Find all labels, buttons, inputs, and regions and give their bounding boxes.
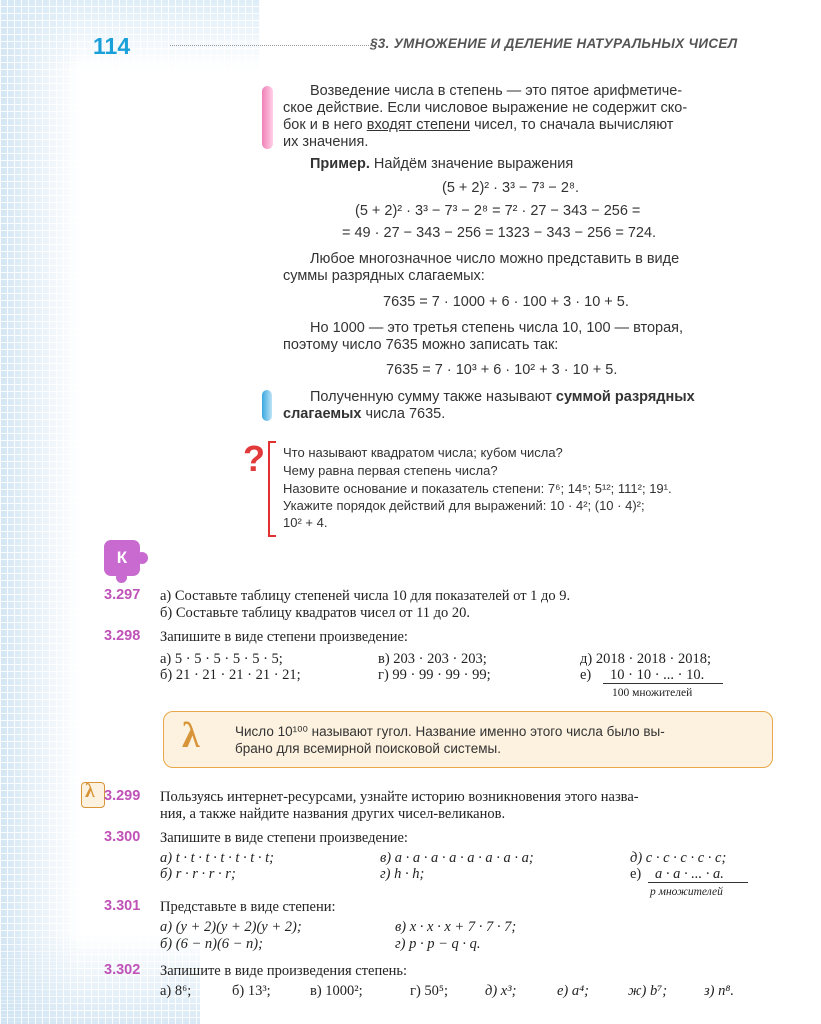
callout-line: Число 10¹⁰⁰ называют гугол. Название именно этого числа было вы-: [235, 724, 665, 739]
exercise-number: 3.301: [104, 898, 141, 914]
k-badge-icon: К: [104, 540, 140, 576]
blue-marker-bar: [262, 390, 272, 421]
theory-text: Полученную сумму также называют: [310, 389, 556, 405]
page-number: 114: [93, 33, 131, 59]
exercise-item-label: е): [580, 667, 592, 683]
exercise-item: в) x · x · x + 7 · 7 · 7;: [395, 919, 517, 935]
question-line: Укажите порядок действий для выражений: 10 · 4²; (10 · 4)²;: [283, 498, 645, 513]
exercise-number: 3.297: [104, 587, 141, 603]
exercise-item: б) r · r · r · r;: [160, 866, 236, 882]
exercise-text: Пользуясь интернет-ресурсами, узнайте историю возникновения этого назва-: [160, 789, 639, 805]
exercise-item: д) x³;: [485, 983, 517, 999]
exercise-item-label: е): [630, 866, 642, 882]
exercise-text: Запишите в виде произведения степень:: [160, 963, 408, 979]
exercise-item: в) 1000²;: [310, 983, 363, 999]
theory-line: поэтому число 7635 можно записать так:: [283, 337, 559, 353]
exercise-number: 3.298: [104, 628, 141, 644]
formula: 7635 = 7 · 10³ + 6 · 10² + 3 · 10 + 5.: [386, 362, 618, 378]
exercise-text: Запишите в виде степени произведение:: [160, 629, 408, 645]
exercise-number: 3.300: [104, 829, 141, 845]
theory-line: Любое многозначное число можно представить в виде: [310, 251, 680, 267]
decorative-grid-left: [0, 0, 80, 1024]
question-line: 10² + 4.: [283, 515, 328, 530]
exercise-text: Представьте в виде степени:: [160, 899, 336, 915]
exercise-text: Запишите в виде степени произведение:: [160, 830, 408, 846]
exercise-item: б) (6 − n)(6 − n);: [160, 936, 263, 952]
exercise-item: ж) b⁷;: [628, 983, 668, 999]
exercise-number: 3.299: [104, 788, 141, 804]
exercise-item: д) c · c · c · c · c;: [630, 850, 727, 866]
formula: = 49 · 27 − 343 − 256 = 1323 − 343 − 256 = 724.: [342, 225, 657, 241]
theory-line: их значения.: [283, 134, 369, 150]
formula: (5 + 2)² · 3³ − 7³ − 2⁸.: [442, 180, 580, 196]
exercise-item: г) h · h;: [380, 866, 425, 882]
question-line: Что называют квадратом числа; кубом числа?: [283, 445, 563, 460]
theory-line: [283, 117, 673, 134]
exercise-item: а) 8⁶;: [160, 983, 192, 999]
underbrace-note: 100 множителей: [612, 687, 693, 699]
exercise-item: г) 99 · 99 · 99 · 99;: [378, 667, 491, 683]
term-bold: слагаемых: [283, 406, 362, 422]
exercise-item: е) a⁴;: [557, 983, 590, 999]
exercise-text: б) Составьте таблицу квадратов чисел от 11 до 20.: [160, 605, 471, 621]
exercise-text: а) Составьте таблицу степеней числа 10 для показателей от 1 до 9.: [160, 588, 571, 604]
theory-line: Возведение числа в степень — это пятое арифметиче-: [310, 83, 683, 99]
lambda-small-icon: λ: [85, 780, 95, 802]
exercise-number: 3.302: [104, 962, 141, 978]
formula: (5 + 2)² · 3³ − 7³ − 2⁸ = 7² · 27 − 343 − 256 =: [355, 203, 641, 219]
question-line: Чему равна первая степень числа?: [283, 463, 498, 478]
formula: 7635 = 7 · 1000 + 6 · 100 + 3 · 10 + 5.: [383, 294, 629, 310]
theory-line: [310, 389, 695, 406]
example-text: Найдём значение выражения: [373, 156, 574, 172]
header-divider: [170, 45, 375, 46]
underbrace-note: p множителей: [650, 886, 723, 898]
exercise-item: а) 5 · 5 · 5 · 5 · 5 · 5;: [160, 651, 283, 667]
underbrace: [603, 683, 723, 684]
theory-line: ское действие. Если числовое выражение не содержит ско-: [283, 100, 688, 116]
degrees-link[interactable]: входят степени: [366, 117, 471, 133]
theory-line: суммы разрядных слагаемых:: [283, 268, 485, 284]
chapter-title: §3. УМНОЖЕНИЕ И ДЕЛЕНИЕ НАТУРАЛЬНЫХ ЧИСЕЛ: [370, 36, 738, 51]
exercise-text: ния, а также найдите названия других чисел-великанов.: [160, 806, 506, 822]
exercise-item: г) 50⁵;: [410, 983, 448, 999]
exercise-item: a · a · ... · a.: [655, 866, 724, 882]
theory-line: [283, 406, 445, 423]
pink-marker-bar: [262, 86, 273, 149]
theory-text: чисел, то сначала вычисляют: [470, 117, 674, 133]
theory-text: бок и в него: [283, 117, 367, 133]
exercise-item: з) n⁸.: [704, 983, 735, 999]
lambda-icon: λ: [182, 715, 200, 755]
question-mark-icon: ?: [243, 438, 265, 479]
question-bracket: [268, 441, 276, 537]
exercise-item: г) p · p − q · q.: [395, 936, 481, 952]
exercise-item: а) (y + 2)(y + 2)(y + 2);: [160, 919, 302, 935]
exercise-item: б) 21 · 21 · 21 · 21 · 21;: [160, 667, 301, 683]
exercise-item: б) 13³;: [232, 983, 271, 999]
example-heading: [310, 156, 573, 173]
theory-text: числа 7635.: [361, 406, 446, 422]
exercise-item: д) 2018 · 2018 · 2018;: [580, 651, 712, 667]
callout-line: брано для всемирной поисковой системы.: [235, 741, 501, 756]
exercise-item: а) t · t · t · t · t · t · t;: [160, 850, 274, 866]
exercise-item: в) 203 · 203 · 203;: [378, 651, 487, 667]
underbrace: [648, 882, 748, 883]
term-bold: суммой разрядных: [555, 389, 695, 405]
exercise-item: в) a · a · a · a · a · a · a · a;: [380, 850, 534, 866]
exercise-item: 10 · 10 · ... · 10.: [610, 667, 705, 683]
example-label: Пример.: [310, 156, 370, 172]
question-line: Назовите основание и показатель степени: 7⁶; 14⁵; 5¹²; 111²; 19¹.: [283, 481, 672, 496]
theory-line: Но 1000 — это третья степень числа 10, 100 — вторая,: [310, 320, 684, 336]
